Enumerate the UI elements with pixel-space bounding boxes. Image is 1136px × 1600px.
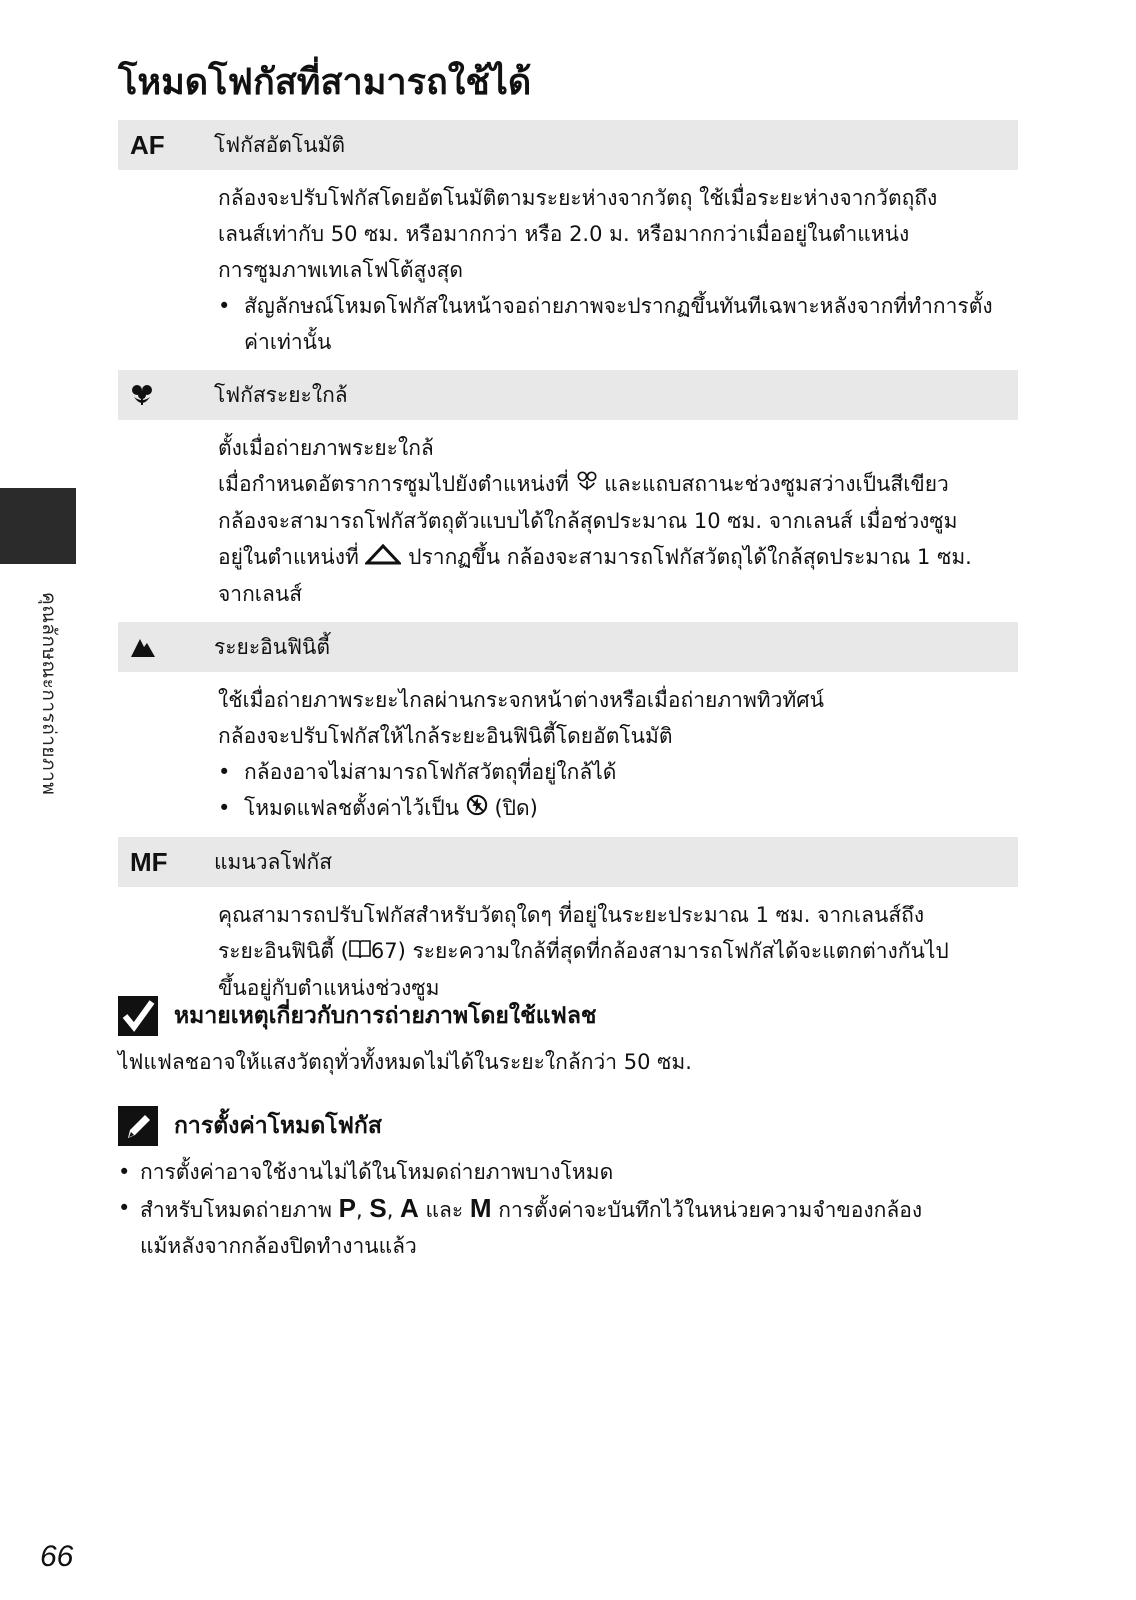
bullet-item: • สัญลักษณ์โหมดโฟกัสในหน้าจอถ่ายภาพจะปรากฏขึ้นทันทีเฉพาะหลังจากที่ทำการตั้งค่าเท่านั้น (218, 288, 1018, 360)
bullet-text: สำหรับโหมดถ่ายภาพ P, S, A และ M การตั้งค่าจะบันทึกไว้ในหน่วยความจำของกล้อง แม้หลังจากกล้องปิดทำงานแล้ว (140, 1193, 923, 1258)
mode-row-macro (118, 370, 1018, 420)
af-icon: AF (130, 129, 165, 160)
desc-line: กล้องจะสามารถโฟกัสวัตถุตัวแบบได้ใกล้สุดประมาณ 10 ซม. จากเลนส์ เมื่อช่วงซูม (218, 509, 958, 533)
bullet-item: • การตั้งค่าอาจใช้งานไม่ได้ในโหมดถ่ายภาพบางโหมด (118, 1154, 1018, 1190)
mode-name-mf: แมนวลโฟกัส (214, 849, 333, 874)
desc-line: ขึ้นอยู่กับตำแหน่งช่วงซูม (218, 976, 440, 1000)
mode-name-macro: โฟกัสระยะใกล้ (214, 382, 348, 407)
mode-row-mf (118, 837, 1018, 887)
checkmark-note-icon (118, 996, 158, 1036)
focus-mode-table (118, 120, 1018, 1016)
page-number: 66 (40, 1540, 74, 1573)
page-reference: 67 (370, 939, 398, 963)
flash-off-icon (466, 791, 488, 827)
desc-line: กล้องจะปรับโฟกัสให้ไกล้ระยะอินฟินิตี้โดยอัตโนมัติ (218, 724, 673, 748)
mode-name-infinity: ระยะอินฟินิตี้ (214, 634, 330, 659)
mode-s-icon: S (369, 1193, 387, 1223)
macro-outline-icon (576, 467, 598, 503)
mode-name-af: โฟกัสอัตโนมัติ (214, 132, 346, 157)
bullet-text: กล้องอาจไม่สามารถโฟกัสวัตถุที่อยู่ใกล้ได้ (244, 760, 617, 784)
zoom-triangle-icon (365, 540, 401, 576)
bullet-text: โหมดแฟลชตั้งค่าไว้เป็น (ปิด) (244, 790, 1018, 827)
mode-m-icon: M (469, 1193, 492, 1223)
bullet-item: • โหมดแฟลชตั้งค่าไว้เป็น (ปิด) (218, 790, 1018, 827)
mode-desc-infinity (118, 672, 1018, 837)
mode-row-af (118, 120, 1018, 170)
chapter-label: คุณลักษณะการถ่ายภาพ (38, 592, 60, 796)
pencil-note-icon (118, 1106, 158, 1146)
mf-icon: MF (130, 846, 168, 877)
flash-note-text: ไฟแฟลชอาจให้แสงวัตถุทั่วทั้งหมดไม่ได้ในระยะใกล้กว่า 50 ซม. (118, 1050, 692, 1074)
mode-desc-macro (118, 420, 1018, 622)
chapter-tab (0, 488, 76, 564)
focus-setting-note (118, 1104, 1018, 1264)
desc-line: อยู่ในตำแหน่งที่ ปรากฏขึ้น กล้องจะสามารถโฟกัสวัตถุได้ใกล้สุดประมาณ 1 ซม. (218, 539, 1018, 576)
bullet-item: • สำหรับโหมดถ่ายภาพ P, S, A และ M การตั้งค่าจะบันทึกไว้ในหน่วยความจำของกล้อง แม้หลังจากกล้องปิดทำงานแล้ว (118, 1190, 1018, 1264)
bullet-text: การตั้งค่าอาจใช้งานไม่ได้ในโหมดถ่ายภาพบางโหมด (140, 1160, 614, 1184)
focus-setting-heading: การตั้งค่าโหมดโฟกัส (174, 1113, 382, 1139)
desc-line: กล้องจะปรับโฟกัสโดยอัตโนมัติตามระยะห่างจากวัตถุ ใช้เมื่อระยะห่างจากวัตถุถึง (218, 186, 938, 210)
macro-flower-icon (118, 383, 214, 407)
desc-line: ใช้เมื่อถ่ายภาพระยะไกลผ่านกระจกหน้าต่างหรือเมื่อถ่ายภาพทิวทัศน์ (218, 688, 824, 712)
desc-line: การซูมภาพเทเลโฟโต้สูงสุด (218, 258, 464, 282)
desc-line: คุณสามารถปรับโฟกัสสำหรับวัตถุใดๆ ที่อยู่ในระยะประมาณ 1 ซม. จากเลนส์ถึง (218, 903, 925, 927)
mode-desc-af (118, 170, 1018, 370)
mode-a-icon: A (400, 1193, 419, 1223)
bullet-text: สัญลักษณ์โหมดโฟกัสในหน้าจอถ่ายภาพจะปรากฏขึ้นทันทีเฉพาะหลังจากที่ทำการตั้งค่าเท่านั้น (244, 294, 993, 354)
desc-line: ระยะอินฟินิตี้ ( 67) ระยะความใกล้ที่สุดที่กล้องสามารถโฟกัสได้จะแตกต่างกันไป (218, 933, 1018, 970)
flash-note-heading: หมายเหตุเกี่ยวกับการถ่ายภาพโดยใช้แฟลช (174, 1003, 597, 1029)
desc-line: เลนส์เท่ากับ 50 ซม. หรือมากกว่า หรือ 2.0 ม. หรือมากกว่าเมื่ออยู่ในตำแหน่ง (218, 222, 910, 246)
desc-line: ตั้งเมื่อถ่ายภาพระยะใกล้ (218, 436, 434, 460)
desc-line: เมื่อกำหนดอัตราการซูมไปยังตำแหน่งที่ และแถบสถานะช่วงซูมสว่างเป็นสีเขียว (218, 466, 1018, 503)
bullet-item: • กล้องอาจไม่สามารถโฟกัสวัตถุที่อยู่ใกล้ได้ (218, 754, 1018, 790)
mountain-icon (118, 636, 214, 658)
mode-p-icon: P (338, 1193, 356, 1223)
desc-line: จากเลนส์ (218, 582, 303, 606)
page-title: โหมดโฟกัสที่สามารถใช้ได้ (118, 62, 532, 103)
mode-row-infinity (118, 622, 1018, 672)
book-reference-icon (349, 934, 371, 970)
flash-note (118, 994, 1018, 1080)
